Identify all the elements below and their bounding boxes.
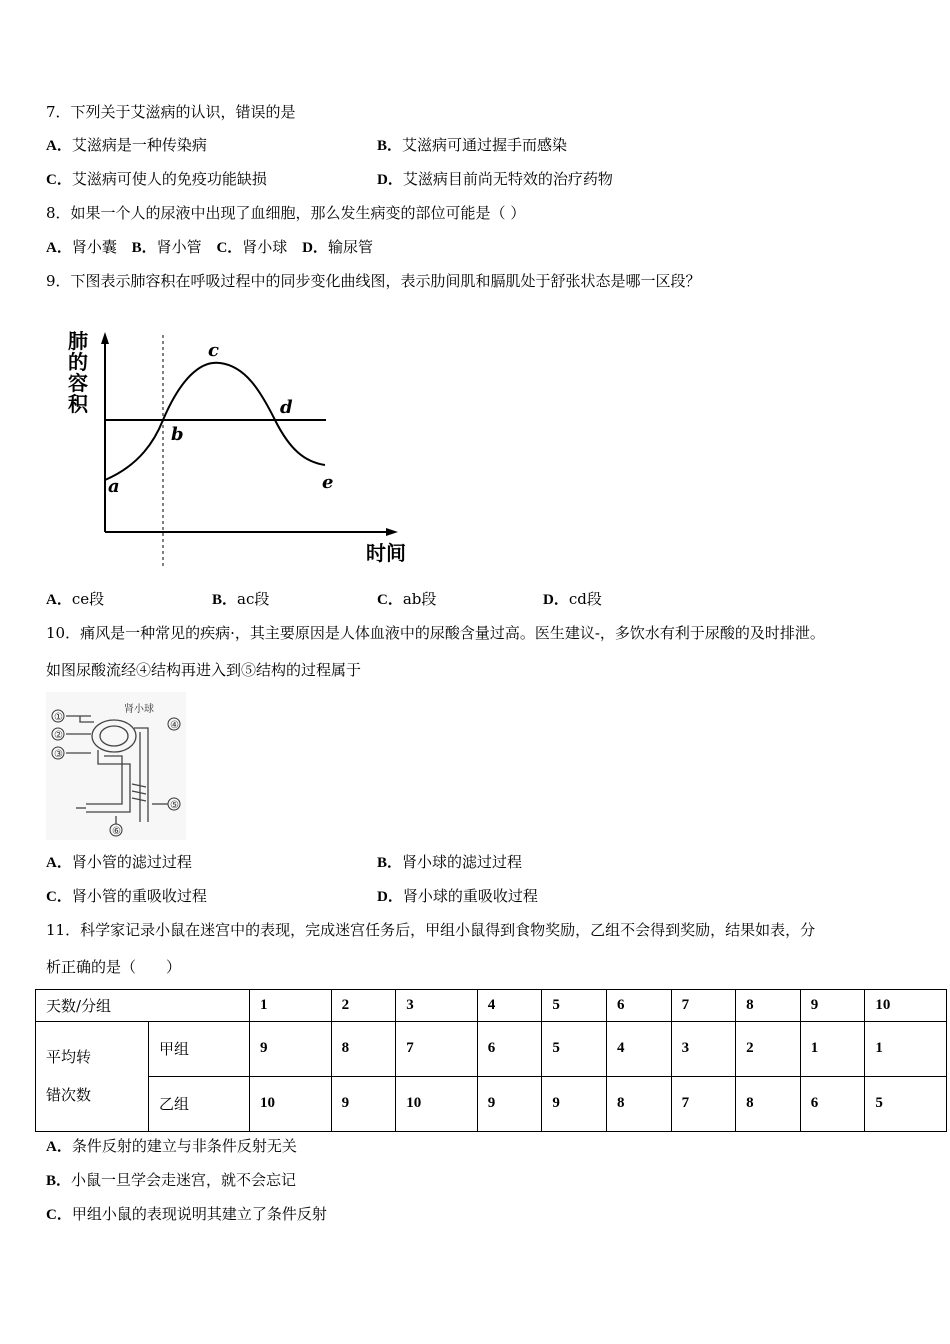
point-label-a: a xyxy=(108,476,120,497)
day-cell: 4 xyxy=(477,990,542,1022)
day-cell: 10 xyxy=(865,990,947,1022)
volume-curve xyxy=(105,363,325,480)
q7-option-c xyxy=(46,169,267,190)
option-label: C． xyxy=(216,240,243,256)
value-cell: 2 xyxy=(736,1021,801,1076)
day-cell: 7 xyxy=(671,990,736,1022)
value-cell: 9 xyxy=(542,1076,607,1131)
y-axis-arrow xyxy=(101,332,109,344)
q9-stem: 9．下图表示肺容积在呼吸过程中的同步变化曲线图，表示肋间肌和膈肌处于舒张状态是哪一区段？ xyxy=(46,272,701,290)
option-label: B． xyxy=(212,592,238,608)
value-cell: 7 xyxy=(671,1076,736,1131)
option-label: D． xyxy=(543,592,569,608)
marker-6: ⑥ xyxy=(112,826,121,837)
option-label: B． xyxy=(46,1173,72,1189)
marker-1: ① xyxy=(54,712,63,723)
marker-2: ② xyxy=(54,730,63,741)
option-label: C． xyxy=(46,889,72,905)
option-text: 艾滋病可使人的免疫功能缺损 xyxy=(71,170,267,188)
option-label: A． xyxy=(46,855,72,871)
value-cell: 9 xyxy=(250,1021,332,1076)
option-label: D． xyxy=(377,172,403,188)
value-cell: 9 xyxy=(477,1076,542,1131)
group-name: 乙组 xyxy=(149,1076,250,1131)
option-text: 小鼠一旦学会走迷宫，就不会忘记 xyxy=(71,1171,297,1189)
value-cell: 1 xyxy=(800,1021,865,1076)
option-label: C． xyxy=(46,172,72,188)
day-cell: 2 xyxy=(331,990,396,1022)
option-label: A． xyxy=(46,138,72,154)
option-label: D． xyxy=(302,240,328,256)
row-group-label-line2: 错次数 xyxy=(46,1086,92,1105)
day-cell: 5 xyxy=(542,990,607,1022)
table-row-group-a xyxy=(36,1021,947,1076)
marker-5: ⑤ xyxy=(170,800,179,811)
point-label-b: b xyxy=(171,424,184,445)
value-cell: 10 xyxy=(250,1076,332,1131)
y-axis-label-char: 肺 xyxy=(68,329,88,353)
option-text: 肾小球 xyxy=(242,238,288,256)
q9-option-b xyxy=(212,589,269,610)
q11-option-b xyxy=(46,1170,296,1191)
q11-stem-line1: 11．科学家记录小鼠在迷宫中的表现，完成迷宫任务后，甲组小鼠得到食物奖励，乙组不会得到奖励，结果如表，分 xyxy=(46,921,816,939)
option-label: B． xyxy=(377,855,403,871)
option-label: C． xyxy=(46,1207,72,1223)
option-text: ab段 xyxy=(402,590,437,608)
option-label: B． xyxy=(131,240,157,256)
q9-option-d xyxy=(543,589,602,610)
q10-stem-line2: 如图尿酸流经④结构再进入到⑤结构的过程属于 xyxy=(46,661,362,679)
option-text: ce段 xyxy=(71,590,105,608)
value-cell: 6 xyxy=(477,1021,542,1076)
day-cell: 1 xyxy=(250,990,332,1022)
option-text: 肾小管 xyxy=(156,238,202,256)
row-group-label-line1: 平均转 xyxy=(46,1048,92,1067)
header-label: 天数/分组 xyxy=(36,990,250,1022)
y-axis-label-char: 容 xyxy=(68,371,88,395)
option-label: A． xyxy=(46,240,72,256)
value-cell: 3 xyxy=(671,1021,736,1076)
q7-option-b xyxy=(377,135,567,156)
q8-stem: 8．如果一个人的尿液中出现了血细胞，那么发生病变的部位可能是（ ） xyxy=(46,204,526,222)
maze-results-table xyxy=(35,989,947,1132)
q9-option-a xyxy=(46,589,104,610)
x-axis-arrow xyxy=(386,528,398,536)
option-label: A． xyxy=(46,592,72,608)
day-cell: 3 xyxy=(396,990,478,1022)
value-cell: 8 xyxy=(606,1076,671,1131)
table-row-group-b xyxy=(36,1076,947,1131)
day-cell: 9 xyxy=(800,990,865,1022)
option-label: C． xyxy=(377,592,403,608)
value-cell: 7 xyxy=(396,1021,478,1076)
option-text: 甲组小鼠的表现说明其建立了条件反射 xyxy=(71,1205,327,1223)
group-name: 甲组 xyxy=(149,1021,250,1076)
value-cell: 8 xyxy=(331,1021,396,1076)
option-text: 条件反射的建立与非条件反射无关 xyxy=(71,1137,297,1155)
value-cell: 5 xyxy=(865,1076,947,1131)
point-label-d: d xyxy=(280,397,293,418)
lung-volume-figure xyxy=(60,320,420,570)
table-header-row xyxy=(36,990,947,1022)
q10-option-a xyxy=(46,852,192,873)
point-label-c: c xyxy=(208,340,219,361)
option-text: 输尿管 xyxy=(327,238,373,256)
q11-option-c xyxy=(46,1204,327,1225)
q9-option-c xyxy=(377,589,436,610)
option-text: 艾滋病目前尚无特效的治疗药物 xyxy=(402,170,613,188)
value-cell: 6 xyxy=(800,1076,865,1131)
value-cell: 1 xyxy=(865,1021,947,1076)
option-text: 肾小囊 xyxy=(71,238,117,256)
option-text: cd段 xyxy=(568,590,602,608)
y-axis-label-char: 的 xyxy=(68,350,88,374)
q7-option-a xyxy=(46,135,207,156)
y-axis-label xyxy=(68,329,89,416)
option-text: 肾小球的重吸收过程 xyxy=(402,887,538,905)
option-text: 肾小管的滤过过程 xyxy=(71,853,192,871)
nephron-figure xyxy=(46,692,186,840)
q10-option-c xyxy=(46,886,207,907)
value-cell: 8 xyxy=(736,1076,801,1131)
x-axis-label: 时间 xyxy=(366,541,406,565)
q8-options xyxy=(46,237,373,258)
q10-option-d xyxy=(377,886,538,907)
marker-4: ④ xyxy=(170,720,179,731)
q10-option-b xyxy=(377,852,522,873)
value-cell: 4 xyxy=(606,1021,671,1076)
y-axis-label-char: 积 xyxy=(68,392,88,416)
option-text: ac段 xyxy=(237,590,270,608)
q11-stem-line2: 析正确的是（ ） xyxy=(46,958,182,976)
option-label: B． xyxy=(377,138,403,154)
q11-option-a xyxy=(46,1136,297,1157)
row-group-label xyxy=(36,1021,149,1131)
q10-stem-line1: 10．痛风是一种常见的疾病·，其主要原因是人体血液中的尿酸含量过高。医生建议-，多饮水有利于尿酸的及时排泄。 xyxy=(46,624,825,642)
option-label: A． xyxy=(46,1139,72,1155)
marker-3: ③ xyxy=(54,749,63,760)
value-cell: 10 xyxy=(396,1076,478,1131)
option-text: 肾小球的滤过过程 xyxy=(402,853,523,871)
day-cell: 6 xyxy=(606,990,671,1022)
day-cell: 8 xyxy=(736,990,801,1022)
value-cell: 9 xyxy=(331,1076,396,1131)
option-text: 艾滋病是一种传染病 xyxy=(71,136,207,154)
value-cell: 5 xyxy=(542,1021,607,1076)
point-label-e: e xyxy=(322,472,334,493)
option-text: 艾滋病可通过握手而感染 xyxy=(402,136,568,154)
option-label: D． xyxy=(377,889,403,905)
glomerulus-label: 肾小球 xyxy=(124,704,154,715)
option-text: 肾小管的重吸收过程 xyxy=(71,887,207,905)
q7-stem: 7．下列关于艾滋病的认识，错误的是 xyxy=(46,103,296,121)
q7-option-d xyxy=(377,169,613,190)
